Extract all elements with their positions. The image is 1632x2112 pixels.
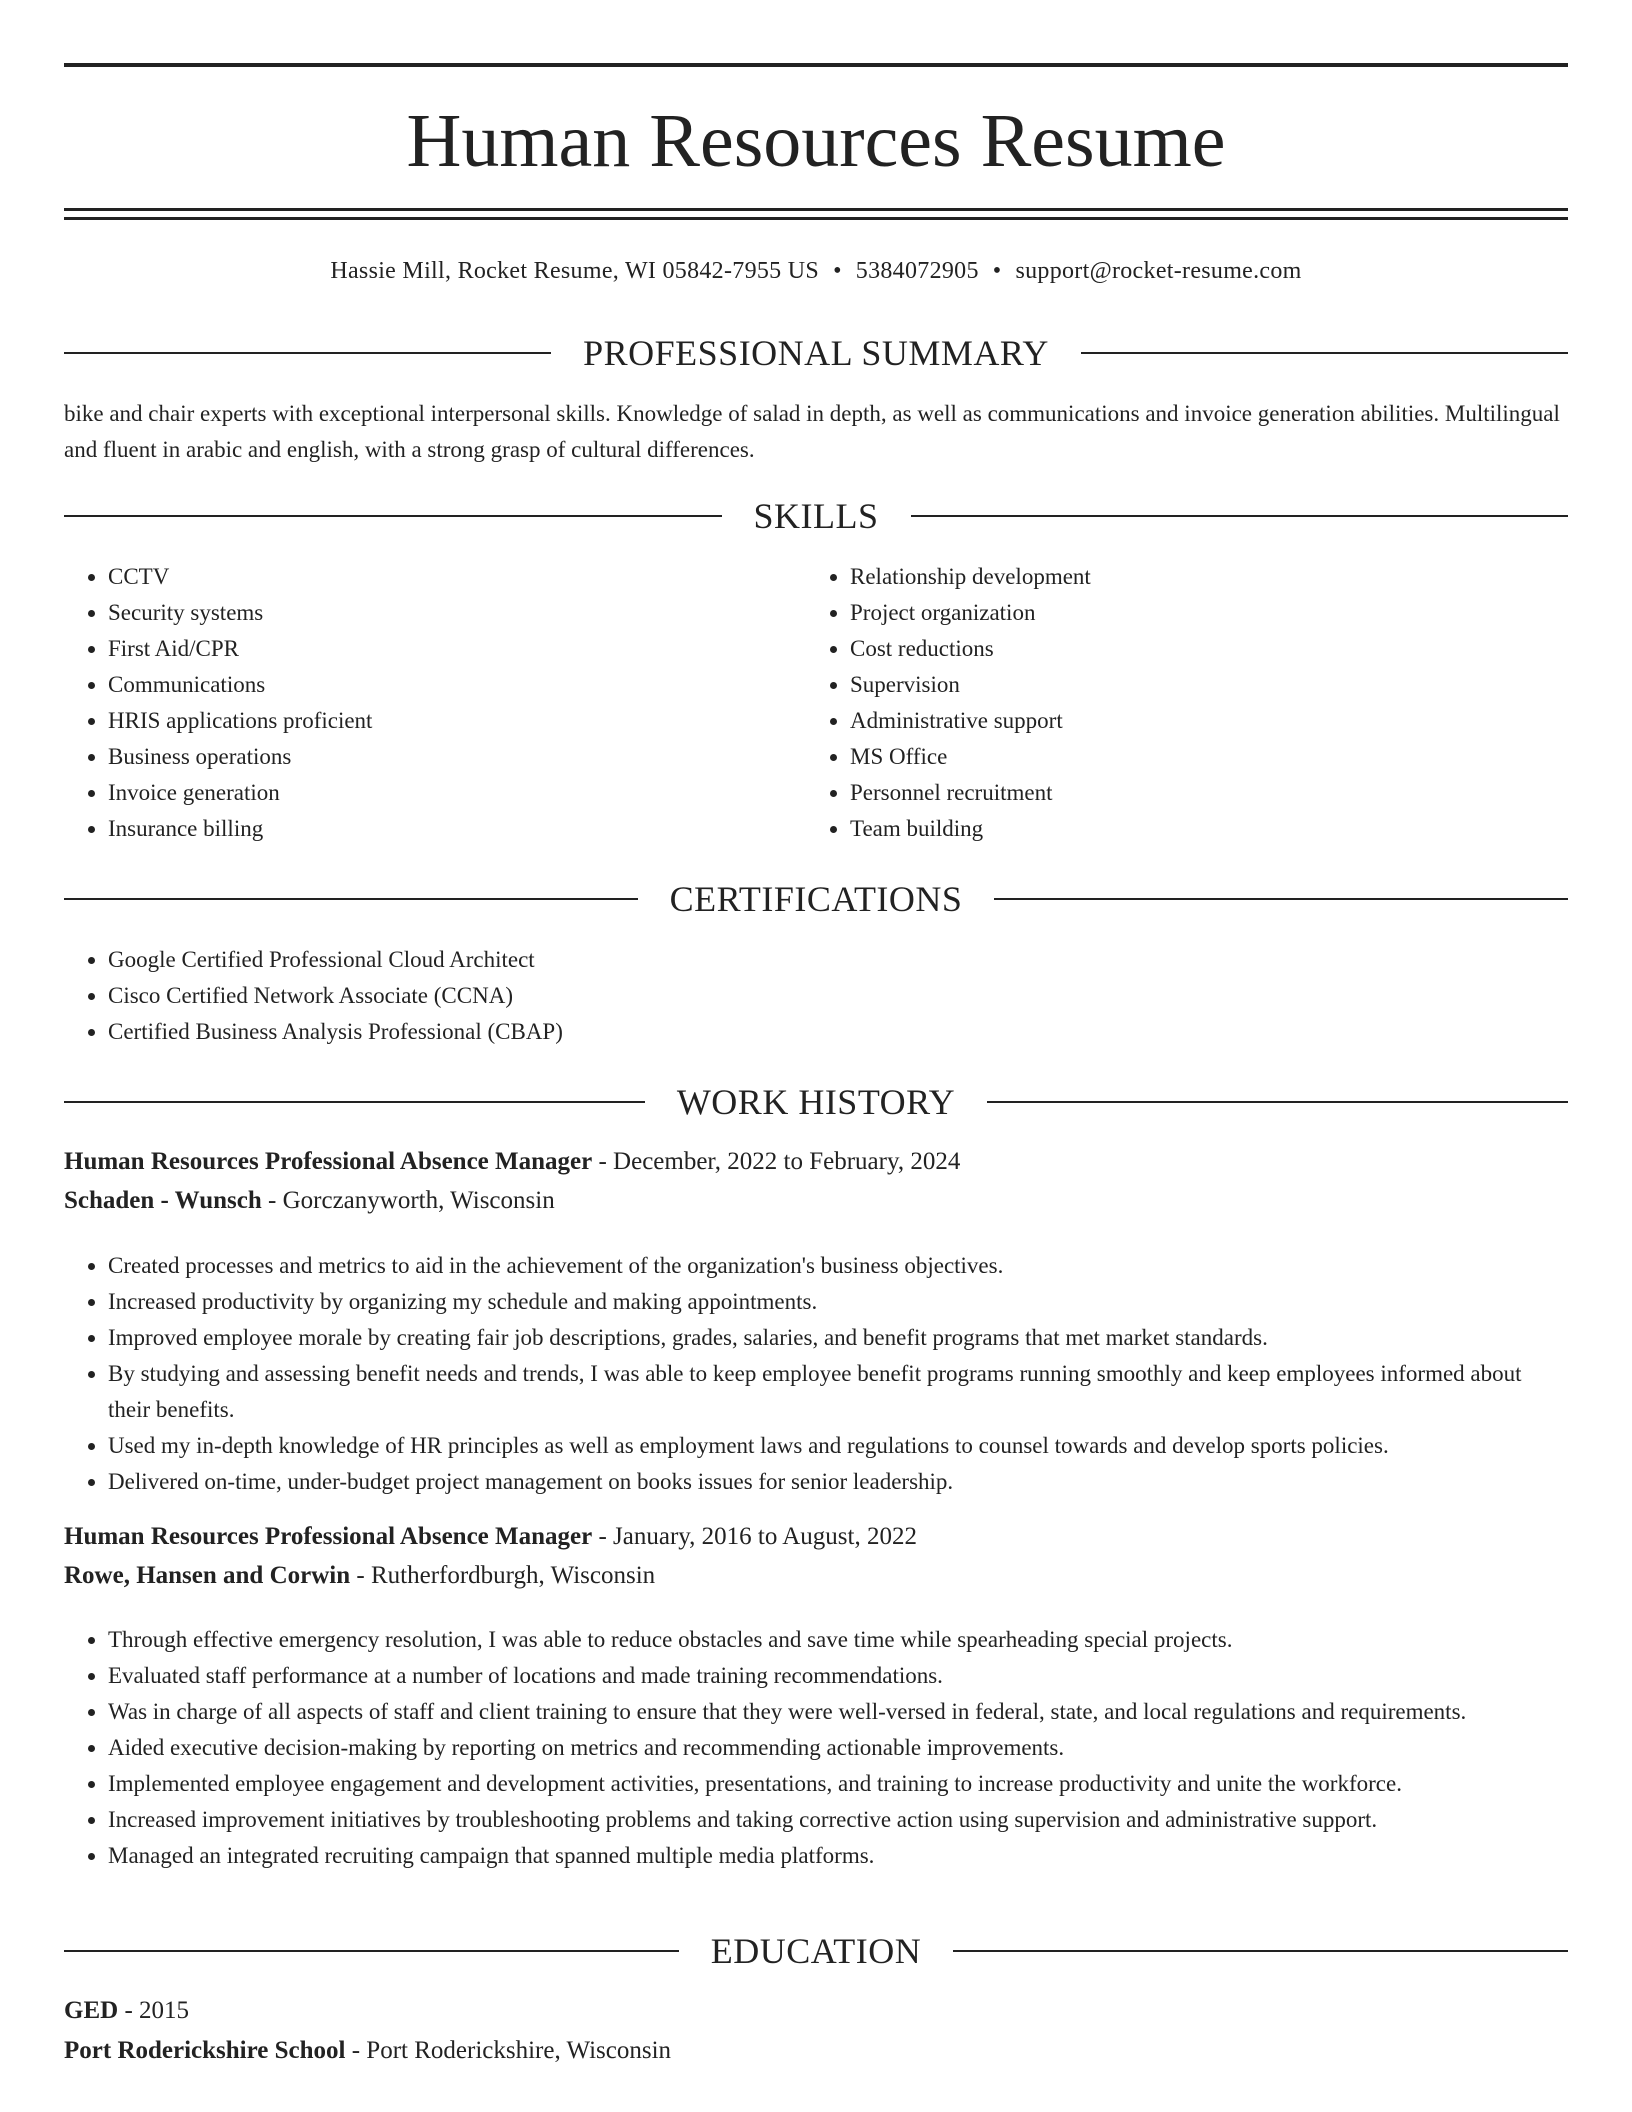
education-heading bbox=[64, 1929, 1568, 1973]
heading-rule bbox=[911, 515, 1569, 517]
job-bullet: • Aided executive decision-making by reporting on metrics and recommending actionable improvements. bbox=[108, 1730, 1568, 1766]
job-bullet: • Managed an integrated recruiting campaign that spanned multiple media platforms. bbox=[108, 1838, 1568, 1874]
skills-heading bbox=[64, 494, 1568, 538]
section-heading-label: PROFESSIONAL SUMMARY bbox=[583, 333, 1049, 373]
title-double-rule bbox=[64, 208, 1568, 220]
heading-rule bbox=[987, 1101, 1568, 1103]
certification-item: • Cisco Certified Network Associate (CCNA) bbox=[108, 978, 1568, 1014]
top-rule bbox=[64, 63, 1568, 67]
skill-item: • Project organization bbox=[850, 595, 1590, 631]
heading-rule bbox=[1081, 352, 1568, 354]
section-heading-label: EDUCATION bbox=[710, 1931, 922, 1971]
skill-item: • HRIS applications proficient bbox=[108, 703, 808, 739]
contact-line bbox=[64, 254, 1568, 288]
job-company-line: Rowe, Hansen and Corwin - Rutherfordburgh, Wisconsin bbox=[64, 1562, 656, 1589]
summary-heading bbox=[64, 331, 1568, 375]
heading-rule bbox=[64, 1101, 645, 1103]
job-bullet: • Was in charge of all aspects of staff and client training to ensure that they were well-versed in federal, state, and local regulations and requirements. bbox=[108, 1694, 1568, 1730]
job-location: Rutherfordburgh, Wisconsin bbox=[370, 1562, 656, 1589]
heading-rule bbox=[64, 1950, 679, 1952]
page-title: Human Resources Resume bbox=[406, 99, 1226, 183]
job-bullet: • Increased improvement initiatives by troubleshooting problems and taking corrective action using supervision and administrative support. bbox=[108, 1802, 1568, 1838]
skill-item: • First Aid/CPR bbox=[108, 631, 808, 667]
job-bullet: • Improved employee morale by creating fair job descriptions, grades, salaries, and benefit programs that met market standards. bbox=[108, 1320, 1568, 1356]
skills-list-right bbox=[806, 559, 1590, 847]
job-bullet: • Used my in-depth knowledge of HR principles as well as employment laws and regulations to counsel towards and develop sports policies. bbox=[108, 1428, 1568, 1464]
heading-rule bbox=[994, 898, 1568, 900]
job-company-line: Schaden - Wunsch - Gorczanyworth, Wisconsin bbox=[64, 1187, 555, 1214]
job-company: Rowe, Hansen and Corwin bbox=[64, 1562, 351, 1589]
skill-item: • CCTV bbox=[108, 559, 808, 595]
skill-item: • Administrative support bbox=[850, 703, 1590, 739]
certifications-heading bbox=[64, 877, 1568, 921]
education-degree-line: GED - 2015 bbox=[64, 1997, 190, 2024]
education-school-line: Port Roderickshire School - Port Roderickshire, Wisconsin bbox=[64, 2037, 672, 2064]
job-title-line: Human Resources Professional Absence Manager - January, 2016 to August, 2022 bbox=[64, 1523, 917, 1550]
certification-item: • Certified Business Analysis Professional (CBAP) bbox=[108, 1014, 1568, 1050]
work-history-heading bbox=[64, 1080, 1568, 1124]
contact-separator: • bbox=[833, 258, 842, 284]
summary-text: bike and chair experts with exceptional interpersonal skills. Knowledge of salad in depth, as well as communications and invoice generation abilities. Multilingual and fluent in arabic and english, with a strong grasp of cultural differences. bbox=[64, 401, 1560, 462]
education-location: Port Roderickshire, Wisconsin bbox=[366, 2037, 672, 2064]
skill-item: • Relationship development bbox=[850, 559, 1590, 595]
skill-item: • Insurance billing bbox=[108, 811, 808, 847]
contact-phone: 5384072905 bbox=[855, 258, 979, 284]
heading-rule bbox=[64, 898, 638, 900]
job-location: Gorczanyworth, Wisconsin bbox=[282, 1187, 555, 1214]
section-heading-label: WORK HISTORY bbox=[676, 1082, 956, 1122]
skill-item: • Business operations bbox=[108, 739, 808, 775]
heading-rule bbox=[953, 1950, 1568, 1952]
certifications-list bbox=[64, 942, 1568, 1050]
skill-item: • Personnel recruitment bbox=[850, 775, 1590, 811]
section-heading-label: SKILLS bbox=[753, 496, 879, 536]
skill-item: • Communications bbox=[108, 667, 808, 703]
job-bullet: • Through effective emergency resolution, I was able to reduce obstacles and save time while spearheading special projects. bbox=[108, 1622, 1568, 1658]
job-bullet: • Created processes and metrics to aid in the achievement of the organization's business objectives. bbox=[108, 1248, 1568, 1284]
skills-list-left bbox=[64, 559, 808, 847]
section-heading-label: CERTIFICATIONS bbox=[669, 879, 963, 919]
job-dates: December, 2022 to February, 2024 bbox=[613, 1148, 961, 1175]
job-bullet: • By studying and assessing benefit needs and trends, I was able to keep employee benefit programs running smoothly and keep employees informed about their benefits. bbox=[108, 1356, 1568, 1428]
job-bullet: • Implemented employee engagement and development activities, presentations, and training to increase productivity and unite the workforce. bbox=[108, 1766, 1568, 1802]
skill-item: • MS Office bbox=[850, 739, 1590, 775]
education-degree: GED bbox=[64, 1997, 119, 2024]
job-bullet: • Evaluated staff performance at a number of locations and made training recommendations. bbox=[108, 1658, 1568, 1694]
education-school: Port Roderickshire School bbox=[64, 2037, 346, 2064]
job-title: Human Resources Professional Absence Manager bbox=[64, 1148, 593, 1175]
skill-item: • Security systems bbox=[108, 595, 808, 631]
contact-address: Hassie Mill, Rocket Resume, WI 05842-7955 US bbox=[330, 258, 820, 284]
job-bullets bbox=[64, 1622, 1568, 1874]
education-year: 2015 bbox=[139, 1997, 190, 2024]
job-bullet: • Delivered on-time, under-budget project management on books issues for senior leadership. bbox=[108, 1464, 1568, 1500]
skill-item: • Cost reductions bbox=[850, 631, 1590, 667]
contact-email: support@rocket-resume.com bbox=[1015, 258, 1302, 284]
job-dates: January, 2016 to August, 2022 bbox=[613, 1523, 917, 1550]
skill-item: • Team building bbox=[850, 811, 1590, 847]
job-bullet: • Increased productivity by organizing my schedule and making appointments. bbox=[108, 1284, 1568, 1320]
skill-item: • Invoice generation bbox=[108, 775, 808, 811]
job-bullets bbox=[64, 1248, 1568, 1500]
job-company: Schaden - Wunsch bbox=[64, 1187, 262, 1214]
contact-separator: • bbox=[992, 258, 1002, 284]
job-title-line: Human Resources Professional Absence Manager - December, 2022 to February, 2024 bbox=[64, 1148, 961, 1175]
heading-rule bbox=[64, 515, 722, 517]
certification-item: • Google Certified Professional Cloud Architect bbox=[108, 942, 1568, 978]
job-title: Human Resources Professional Absence Manager bbox=[64, 1523, 593, 1550]
heading-rule bbox=[64, 352, 551, 354]
skill-item: • Supervision bbox=[850, 667, 1590, 703]
